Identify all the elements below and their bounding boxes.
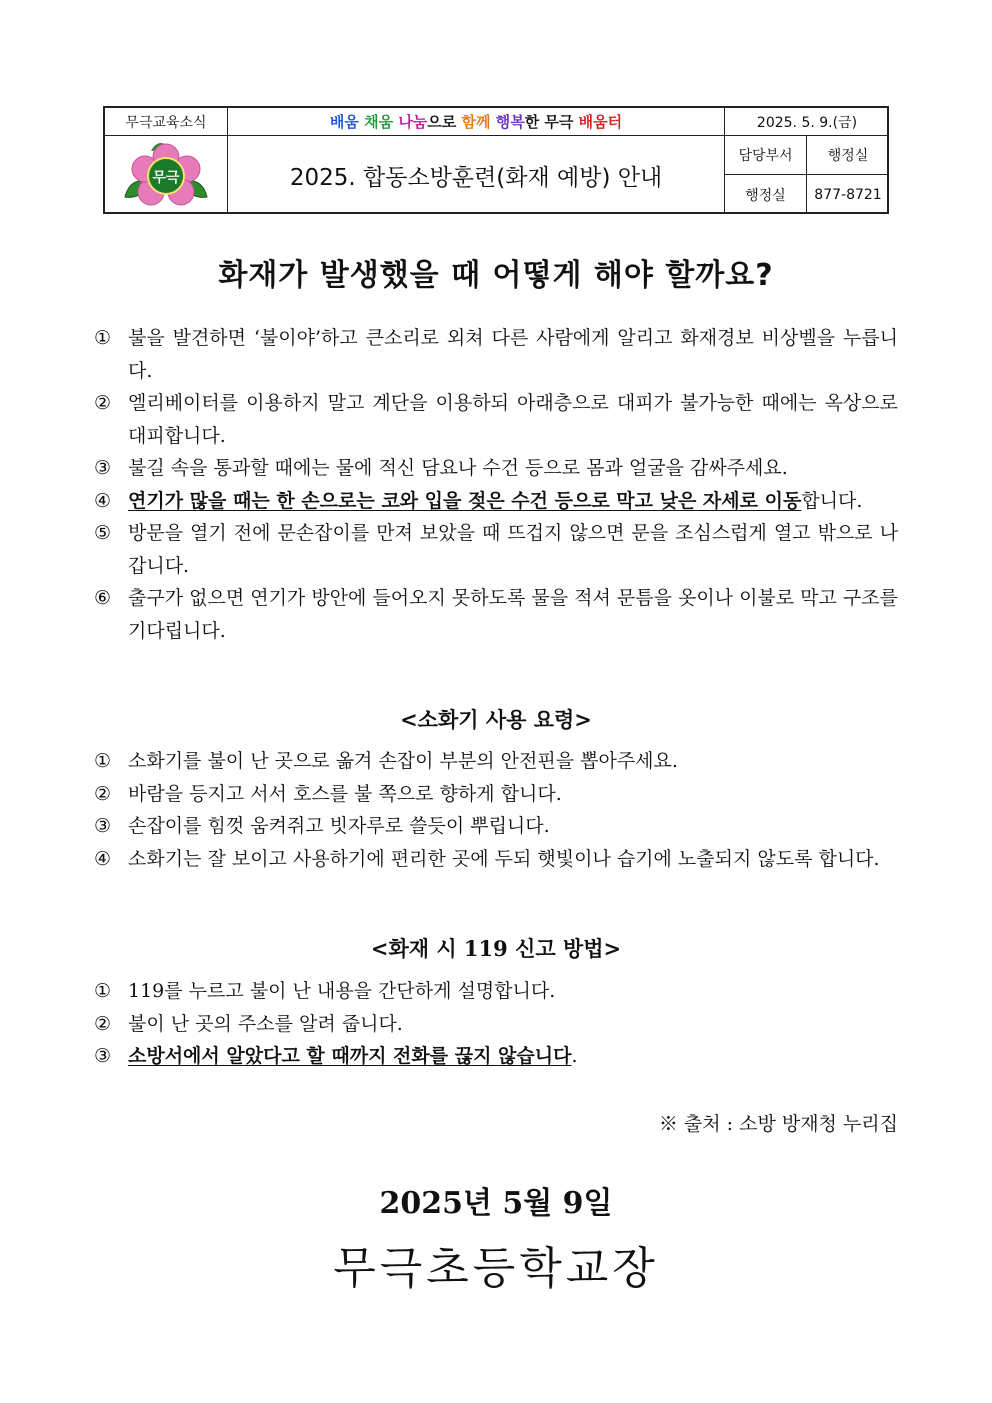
item-text: 소화기는 잘 보이고 사용하기에 편리한 곳에 두되 햇빛이나 습기에 노출되지 않도록 합니다. <box>128 847 880 870</box>
item-text-tail: 합니다. <box>801 489 863 512</box>
main-heading: 화재가 발생했을 때 어떻게 해야 할까요? <box>218 258 774 293</box>
document-title: 2025. 합동소방훈련(화재 예방) 안내 <box>228 136 725 214</box>
fire-steps-list <box>94 322 898 647</box>
list-item <box>94 322 898 387</box>
list-item <box>94 387 898 452</box>
contact-label: 행정실 <box>725 175 807 214</box>
report-heading: <화재 시 119 신고 방법> <box>370 936 622 961</box>
list-item <box>94 745 898 778</box>
item-number: ② <box>94 1012 112 1035</box>
slogan-word: 행복 <box>495 113 525 131</box>
item-text: 소화기를 불이 난 곳으로 옮겨 손잡이 부분의 안전핀을 뽑아주세요. <box>128 750 678 772</box>
item-text: 출구가 없으면 연기가 방안에 들어오지 못하도록 물을 적셔 문틈을 옷이나 이불로 막고 구조를 기다립니다. <box>128 587 898 642</box>
list-item <box>94 517 898 582</box>
issue-date: 2025. 5. 9.(금) <box>725 108 889 136</box>
item-text-tail: . <box>571 1045 578 1067</box>
item-emphasis: 연기가 많을 때는 한 손으로는 코와 입을 젖은 수건 등으로 막고 낮은 자세로 이동 <box>128 489 802 512</box>
slogan-word: 나눔 <box>398 113 428 131</box>
slogan-word: 으로 <box>427 113 462 131</box>
item-number: ⑤ <box>94 522 112 544</box>
slogan-word: 배움 <box>329 113 365 131</box>
newsletter-label: 무극교육소식 <box>105 108 228 136</box>
item-number: ③ <box>94 1045 112 1067</box>
item-text: 불을 발견하면 ‘불이야’하고 큰소리로 외쳐 다른 사람에게 알리고 화재경보 비상벨을 누릅니다. <box>128 327 898 382</box>
slogan-word: 함께 <box>461 113 496 131</box>
report-steps-list <box>94 975 898 1073</box>
list-item <box>94 1008 898 1041</box>
item-number: ④ <box>94 489 112 512</box>
item-text: 불길 속을 통과할 때에는 물에 적신 담요나 수건 등으로 몸과 얼굴을 감싸주세요. <box>128 457 788 479</box>
dept-label: 담당부서 <box>725 136 807 175</box>
list-item <box>94 1040 898 1073</box>
list-item <box>94 843 898 876</box>
item-number: ① <box>94 980 112 1002</box>
contact-phone: 877-8721 <box>814 186 882 203</box>
item-number: ① <box>94 750 112 772</box>
header-table <box>103 106 889 214</box>
principal-signature: 무극초등학교장 <box>333 1243 659 1294</box>
list-item <box>94 485 898 518</box>
list-item <box>94 582 898 647</box>
source-note: ※ 출처 : 소방 방재청 누리집 <box>658 1113 898 1135</box>
item-text: 방문을 열기 전에 문손잡이를 만져 보았을 때 뜨겁지 않으면 문을 조심스럽게 열고 밖으로 나갑니다. <box>128 522 898 577</box>
item-number: ② <box>94 392 112 414</box>
item-number: ③ <box>94 457 112 479</box>
item-text: 바람을 등지고 서서 호스를 불 쪽으로 향하게 합니다. <box>128 782 562 805</box>
slogan-word: 한 무극 <box>524 113 579 131</box>
item-number: ④ <box>94 847 112 870</box>
school-emblem-icon <box>111 137 221 213</box>
extinguisher-steps-list <box>94 745 898 875</box>
school-slogan <box>228 108 725 136</box>
list-item <box>94 810 898 843</box>
list-item <box>94 975 898 1008</box>
document-date: 2025년 5월 9일 <box>379 1186 613 1221</box>
item-number: ① <box>94 327 112 349</box>
item-text: 119를 누르고 불이 난 내용을 간단하게 설명합니다. <box>128 980 556 1002</box>
slogan-word: 배움터 <box>578 113 623 131</box>
dept-value: 행정실 <box>807 136 889 175</box>
extinguisher-heading: <소화기 사용 요령> <box>400 707 592 732</box>
list-item <box>94 452 898 485</box>
item-text: 손잡이를 힘껏 움켜쥐고 빗자루로 쓸듯이 뿌립니다. <box>128 815 550 837</box>
item-number: ③ <box>94 815 112 837</box>
item-number: ⑥ <box>94 587 112 609</box>
item-text: 엘리베이터를 이용하지 말고 계단을 이용하되 아래층으로 대피가 불가능한 때에는 옥상으로 대피합니다. <box>128 392 898 447</box>
item-emphasis: 소방서에서 알았다고 할 때까지 전화를 끊지 않습니다 <box>128 1045 572 1067</box>
item-number: ② <box>94 782 112 805</box>
item-text: 불이 난 곳의 주소를 알려 줍니다. <box>128 1012 403 1035</box>
school-logo <box>105 136 228 214</box>
list-item <box>94 778 898 811</box>
logo-text: 무극 <box>152 170 180 186</box>
slogan-word: 채움 <box>364 113 399 131</box>
